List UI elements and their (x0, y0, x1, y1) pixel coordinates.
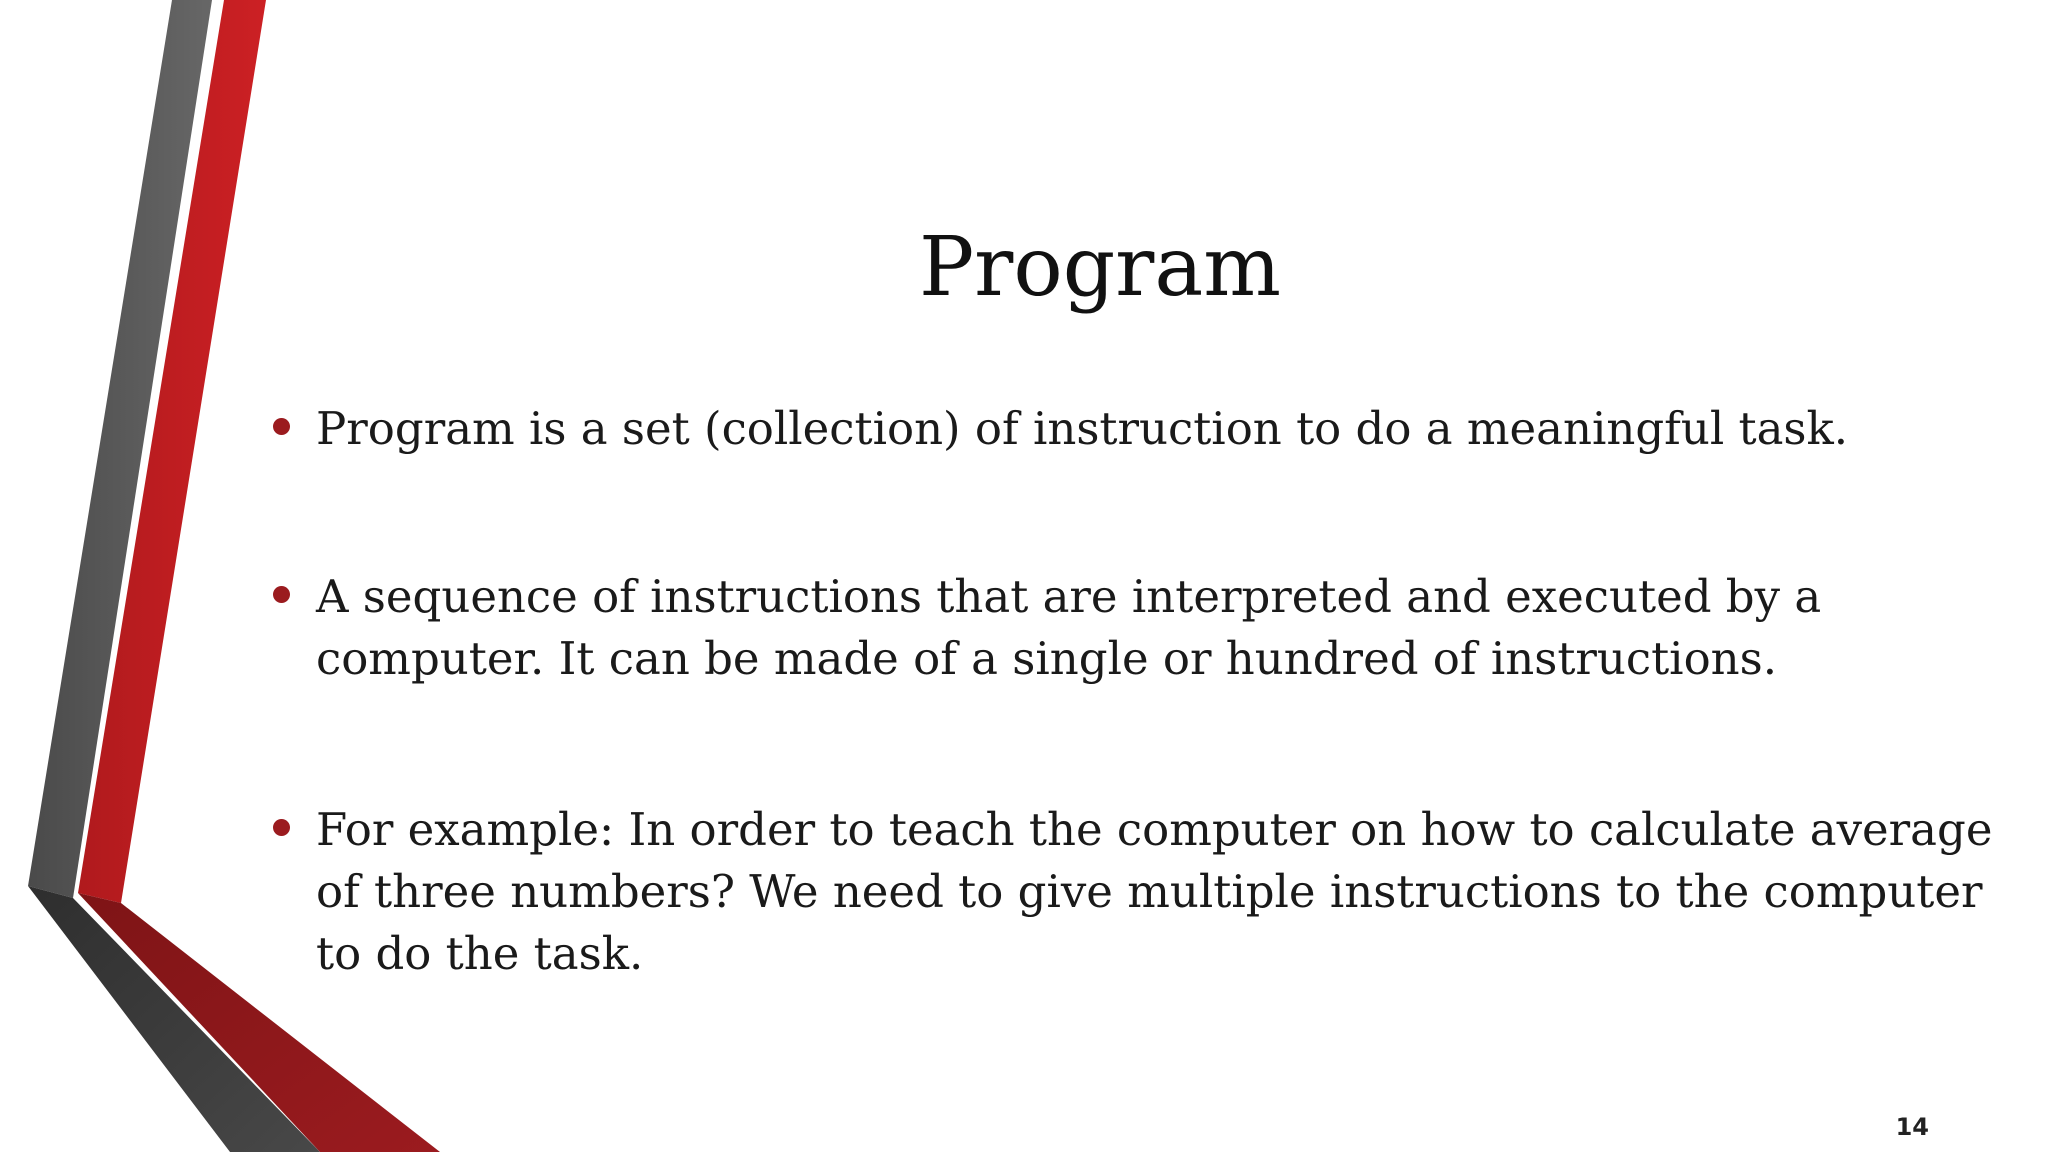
slide-title: Program (918, 220, 1282, 315)
bullet-item (316, 398, 1996, 460)
bullet-dot-icon (273, 819, 290, 836)
bullet-item (316, 566, 1996, 690)
bullet-dot-icon (273, 418, 290, 435)
bullet-dot-icon (273, 586, 290, 603)
bullet-item (316, 799, 1996, 985)
bullet-text: A sequence of instructions that are interpreted and executed by a computer. It can be made of a single or hundred of instructions. (316, 570, 1822, 685)
bullet-text: Program is a set (collection) of instruction to do a meaningful task. (316, 402, 1849, 455)
page-number: 14 (1895, 1113, 1929, 1141)
bullet-text: For example: In order to teach the computer on how to calculate average of three numbers? We need to give multiple instructions to the computer to do the task. (316, 803, 1993, 980)
gray-stripe-lower (28, 886, 320, 1152)
bullet-list (316, 398, 1996, 985)
